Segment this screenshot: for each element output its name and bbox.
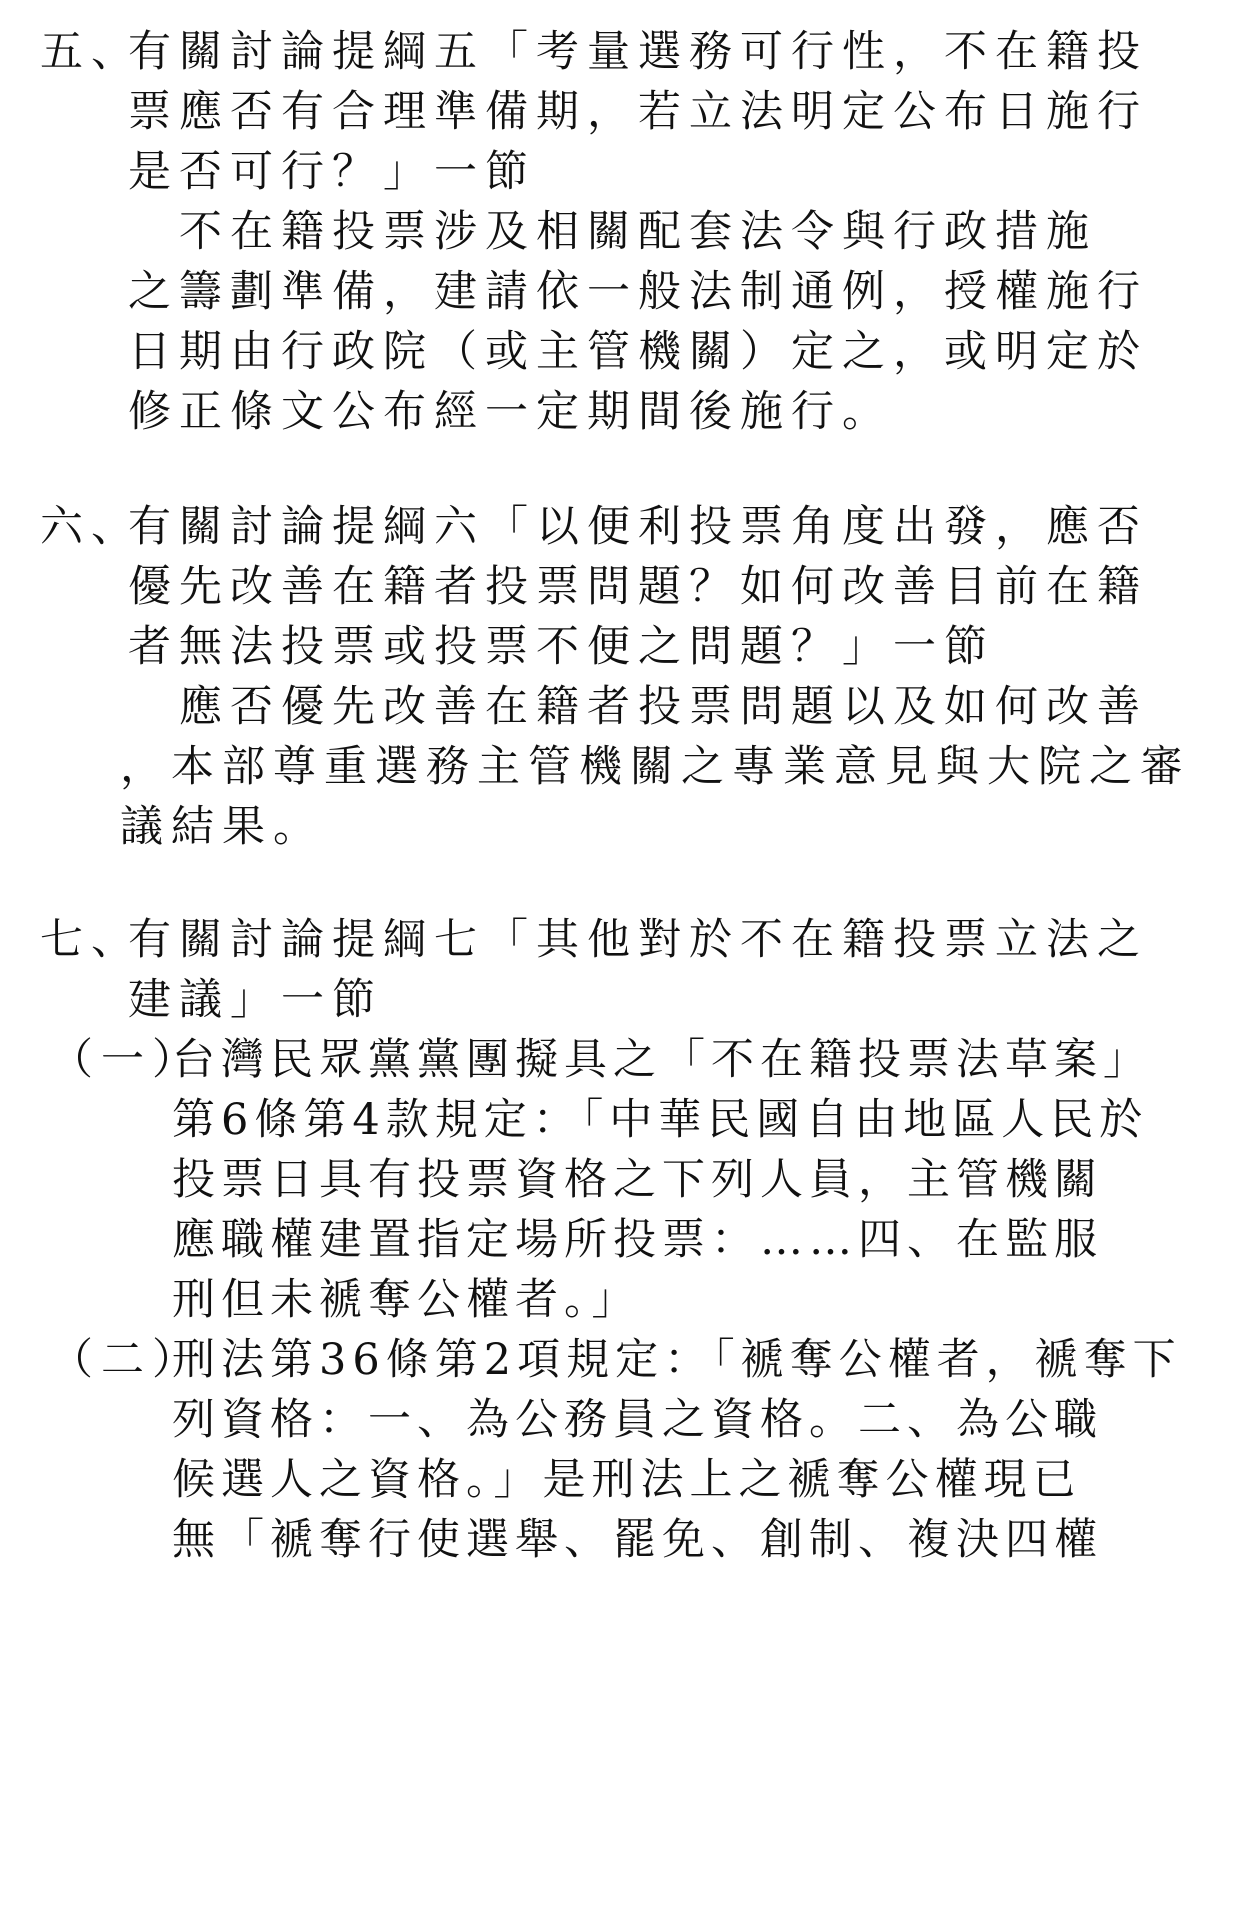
list-item-line: 候選人之資格。」是刑法上之褫奪公權現已 [172, 1455, 1082, 1505]
paragraph-line: 議結果。 [120, 802, 324, 852]
list-item-line: 應職權建置指定場所投票：……四、在監服 [172, 1215, 1103, 1265]
section-heading-line: 建議」一節 [128, 975, 383, 1025]
paragraph-line: 應否優先改善在籍者投票問題以及如何改善 [128, 682, 1148, 732]
paragraph-line: 修正條文公布經一定期間後施行。 [128, 387, 893, 437]
list-item-line: 無「褫奪行使選舉、罷免、創制、複決四權 [172, 1515, 1103, 1565]
section-marker: 六、 [40, 502, 142, 552]
paragraph-line: 不在籍投票涉及相關配套法令與行政措施 [128, 207, 1097, 257]
list-item-line: 第6條第4款規定：「中華民國自由地區人民於 [172, 1095, 1149, 1145]
section-marker: 七、 [40, 915, 142, 965]
list-item-line: 投票日具有投票資格之下列人員，主管機關 [172, 1155, 1103, 1205]
list-item-line: 列資格：一、為公務員之資格。二、為公職 [172, 1395, 1103, 1445]
section-heading-line: 有關討論提綱六「以便利投票角度出發，應否 [128, 502, 1148, 552]
list-item-marker: （二） [50, 1335, 203, 1385]
list-item-marker: （一） [50, 1035, 203, 1085]
section-heading-line: 優先改善在籍者投票問題？如何改善目前在籍 [128, 562, 1148, 612]
section-marker: 五、 [40, 27, 142, 77]
section-heading-line: 者無法投票或投票不便之問題？」一節 [128, 622, 995, 672]
section-heading-line: 是否可行？」一節 [128, 147, 536, 197]
list-item-line: 刑法第36條第2項規定：「褫奪公權者，褫奪下 [172, 1335, 1182, 1385]
paragraph-line: 日期由行政院（或主管機關）定之，或明定於 [128, 327, 1148, 377]
section-heading-line: 票應否有合理準備期，若立法明定公布日施行 [128, 87, 1148, 137]
paragraph-line: 之籌劃準備，建請依一般法制通例，授權施行 [128, 267, 1148, 317]
list-item-line: 台灣民眾黨黨團擬具之「不在籍投票法草案」 [172, 1035, 1152, 1085]
section-heading-line: 有關討論提綱七「其他對於不在籍投票立法之 [128, 915, 1148, 965]
list-item-line: 刑但未褫奪公權者。」 [172, 1275, 641, 1325]
section-heading-line: 有關討論提綱五「考量選務可行性，不在籍投 [128, 27, 1148, 77]
paragraph-line: ，本部尊重選務主管機關之專業意見與大院之審 [120, 742, 1191, 792]
